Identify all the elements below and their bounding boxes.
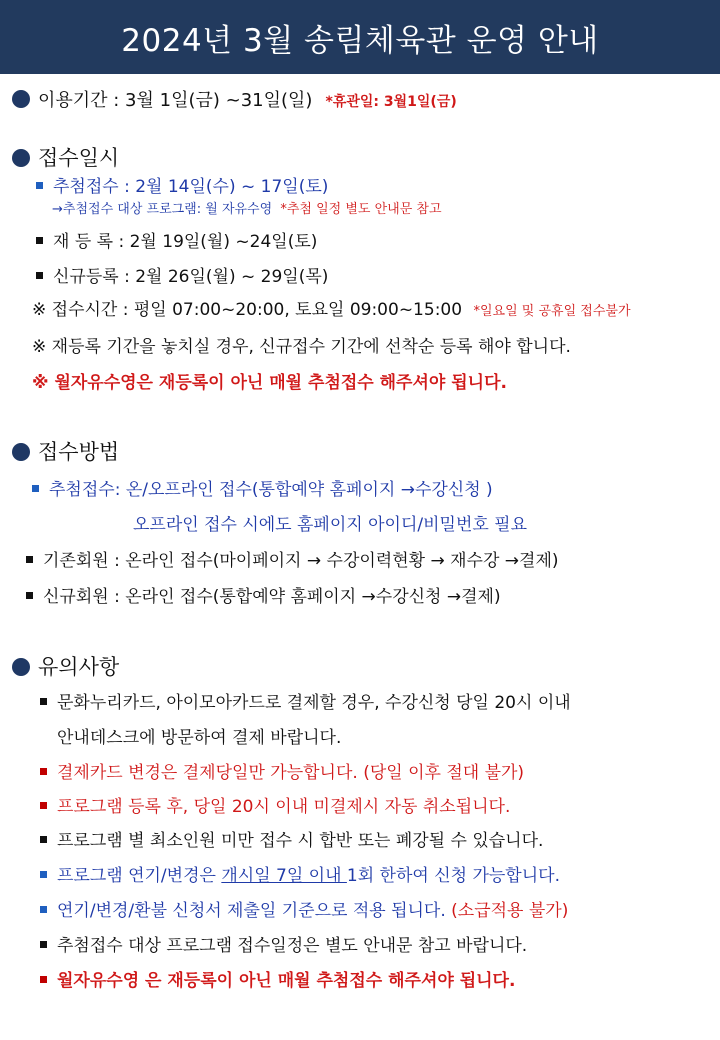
- bullet-dot-icon: [12, 149, 30, 167]
- reception-newreg: 신규등록 : 2월 26일(월) ~ 29일(목): [36, 262, 328, 287]
- bullet-square-icon: [40, 802, 47, 809]
- note-1a: 문화누리카드, 아이모아카드로 결제할 경우, 수강신청 당일 20시 이내: [40, 688, 571, 713]
- note-1b: 안내데스크에 방문하여 결제 바랍니다.: [57, 728, 342, 748]
- bullet-square-icon: [26, 556, 33, 563]
- note-5: 프로그램 연기/변경은 개시일 7일 이내 1회 한하여 신청 가능합니다.: [40, 861, 560, 886]
- period-label: 이용기간 : 3월 1일(금) ~31일(일): [38, 90, 313, 111]
- bullet-square-icon: [40, 976, 47, 983]
- note-6: 연기/변경/환불 신청서 제출일 기준으로 적용 됩니다. (소급적용 불가): [40, 896, 568, 921]
- reception-hours-text: ※ 접수시간 : 평일 07:00~20:00, 토요일 09:00~15:00: [32, 300, 463, 320]
- note-3: 프로그램 등록 후, 당일 20시 이내 미결제시 자동 취소됩니다.: [40, 792, 510, 817]
- lottery-program-note: →추첨접수 대상 프로그램: 월 자유수영: [52, 202, 273, 217]
- method-lottery-sub: 오프라인 접수 시에도 홈페이지 아이디/비밀번호 필요: [133, 515, 528, 535]
- page-header: [0, 0, 720, 74]
- bullet-square-icon: [40, 941, 47, 948]
- bullet-square-icon: [26, 592, 33, 599]
- closed-day-note: *휴관일: 3월1일(금): [325, 94, 457, 110]
- bullet-square-icon: [40, 836, 47, 843]
- reception-hours: [32, 295, 631, 320]
- section-method-title: 접수방법: [12, 436, 119, 466]
- method-lottery: 추첨접수: 온/오프라인 접수(통합예약 홈페이지 →수강신청 ): [32, 475, 493, 500]
- lottery-schedule-note: *추첨 일정 별도 안내문 참고: [280, 202, 442, 217]
- reception-missed-note: ※ 재등록 기간을 놓치실 경우, 신규접수 기간에 선착순 등록 해야 합니다.: [32, 337, 571, 357]
- method-existing: 기존회원 : 온라인 접수(마이페이지 → 수강이력현황 → 재수강 →결제): [26, 546, 559, 571]
- note-6-red: (소급적용 불가): [451, 901, 569, 921]
- bullet-square-icon: [40, 698, 47, 705]
- reception-free-swim-note: ※ 월자유수영은 재등록이 아닌 매월 추첨접수 해주셔야 됩니다.: [32, 373, 507, 393]
- section-reception-title: 접수일시: [12, 142, 119, 172]
- note-5-underlined: 개시일 7일 이내: [221, 866, 347, 886]
- note-4: 프로그램 별 최소인원 미만 접수 시 합반 또는 폐강될 수 있습니다.: [40, 826, 543, 851]
- note-2: 결제카드 변경은 결제당일만 가능합니다. (당일 이후 절대 불가): [40, 758, 524, 783]
- bullet-dot-icon: [12, 658, 30, 676]
- reception-hours-note: *일요일 및 공휴일 접수불가: [473, 304, 631, 319]
- reception-lottery: 추첨접수 : 2월 14일(수) ~ 17일(토): [36, 172, 328, 197]
- page-title: 2024년 3월 송림체육관 운영 안내: [121, 22, 599, 59]
- note-7: 추첨접수 대상 프로그램 접수일정은 별도 안내문 참고 바랍니다.: [40, 931, 527, 956]
- bullet-square-icon: [36, 237, 43, 244]
- bullet-square-icon: [36, 272, 43, 279]
- bullet-square-icon: [40, 871, 47, 878]
- bullet-dot-icon: [12, 90, 30, 108]
- period-row: [12, 86, 457, 112]
- bullet-dot-icon: [12, 443, 30, 461]
- method-new: 신규회원 : 온라인 접수(통합예약 홈페이지 →수강신청 →결제): [26, 582, 501, 607]
- bullet-square-icon: [32, 485, 39, 492]
- note-8: 월자유수영 은 재등록이 아닌 매월 추첨접수 해주셔야 됩니다.: [40, 966, 515, 991]
- bullet-square-icon: [40, 906, 47, 913]
- section-notes-title: 유의사항: [12, 651, 119, 681]
- bullet-square-icon: [36, 182, 43, 189]
- bullet-square-icon: [40, 768, 47, 775]
- reception-rereg: 재 등 록 : 2월 19일(월) ~24일(토): [36, 227, 317, 252]
- reception-lottery-sub: [52, 198, 442, 217]
